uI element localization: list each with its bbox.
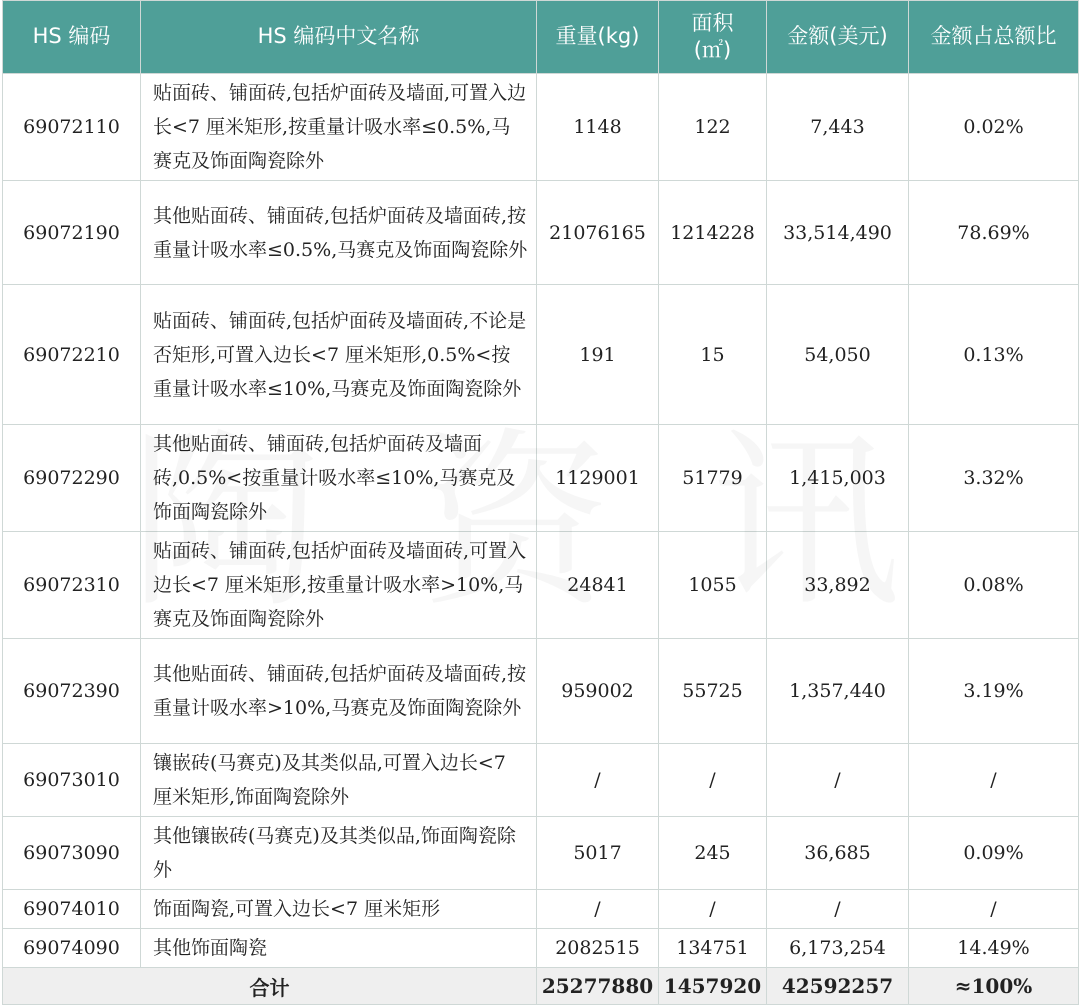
table-row [3,744,1079,817]
cell-code: 69072190 [3,181,141,285]
cell-area: 245 [659,817,767,890]
cell-weight: 5017 [537,817,659,890]
cell-weight: / [537,890,659,929]
cell-code: 69072210 [3,285,141,425]
cell-share: / [909,744,1079,817]
table-row [3,181,1079,285]
cell-area: 134751 [659,929,767,968]
table-row [3,890,1079,929]
cell-code: 69074010 [3,890,141,929]
header-hs-name: HS 编码中文名称 [141,1,537,74]
cell-share: 78.69% [909,181,1079,285]
table-row [3,929,1079,968]
cell-amount: 33,892 [767,532,909,639]
cell-weight: 24841 [537,532,659,639]
total-amount: 42592257 [767,968,909,1005]
header-weight: 重量(kg) [537,1,659,74]
cell-share: 3.32% [909,425,1079,532]
cell-code: 69074090 [3,929,141,968]
table-row [3,425,1079,532]
cell-name: 其他贴面砖、铺面砖,包括炉面砖及墙面砖,0.5%<按重量计吸水率≤10%,马赛克及饰面陶瓷除外 [141,425,537,532]
cell-amount: 54,050 [767,285,909,425]
cell-area: 1055 [659,532,767,639]
cell-amount: / [767,890,909,929]
total-share: ≈100% [909,968,1079,1005]
cell-share: 14.49% [909,929,1079,968]
cell-amount: 36,685 [767,817,909,890]
cell-code: 69072310 [3,532,141,639]
cell-amount: 1,357,440 [767,639,909,744]
table-row [3,817,1079,890]
cell-weight: 1129001 [537,425,659,532]
cell-amount: 7,443 [767,74,909,181]
cell-amount: 33,514,490 [767,181,909,285]
cell-share: 0.02% [909,74,1079,181]
total-weight: 25277880 [537,968,659,1005]
cell-name: 其他贴面砖、铺面砖,包括炉面砖及墙面砖,按重量计吸水率>10%,马赛克及饰面陶瓷除外 [141,639,537,744]
cell-weight: 191 [537,285,659,425]
cell-weight: 2082515 [537,929,659,968]
cell-name: 饰面陶瓷,可置入边长<7 厘米矩形 [141,890,537,929]
cell-name: 其他镶嵌砖(马赛克)及其类似品,饰面陶瓷除外 [141,817,537,890]
hs-code-table [2,0,1079,1005]
table-row [3,532,1079,639]
cell-area: 55725 [659,639,767,744]
cell-code: 69073090 [3,817,141,890]
cell-share: 3.19% [909,639,1079,744]
cell-code: 69072290 [3,425,141,532]
cell-code: 69072110 [3,74,141,181]
cell-share: / [909,890,1079,929]
table-row [3,74,1079,181]
cell-name: 贴面砖、铺面砖,包括炉面砖及墙面,可置入边长<7 厘米矩形,按重量计吸水率≤0.5%,马赛克及饰面陶瓷除外 [141,74,537,181]
cell-area: 51779 [659,425,767,532]
cell-code: 69072390 [3,639,141,744]
cell-amount: 1,415,003 [767,425,909,532]
cell-area: / [659,744,767,817]
cell-area: 1214228 [659,181,767,285]
cell-area: 15 [659,285,767,425]
header-share: 金额占总额比 [909,1,1079,74]
table-header-row [3,1,1079,74]
header-amount: 金额(美元) [767,1,909,74]
cell-amount: / [767,744,909,817]
cell-share: 0.09% [909,817,1079,890]
total-row [3,968,1079,1005]
table-row [3,285,1079,425]
cell-area: 122 [659,74,767,181]
total-label: 合计 [3,968,537,1005]
cell-area: / [659,890,767,929]
cell-name: 贴面砖、铺面砖,包括炉面砖及墙面砖,可置入边长<7 厘米矩形,按重量计吸水率>10%,马赛克及饰面陶瓷除外 [141,532,537,639]
total-area: 1457920 [659,968,767,1005]
header-area-line1: 面积 [691,10,734,35]
cell-name: 其他贴面砖、铺面砖,包括炉面砖及墙面砖,按重量计吸水率≤0.5%,马赛克及饰面陶瓷除外 [141,181,537,285]
cell-weight: 1148 [537,74,659,181]
cell-weight: / [537,744,659,817]
cell-code: 69073010 [3,744,141,817]
cell-share: 0.08% [909,532,1079,639]
cell-name: 其他饰面陶瓷 [141,929,537,968]
cell-name: 镶嵌砖(马赛克)及其类似品,可置入边长<7 厘米矩形,饰面陶瓷除外 [141,744,537,817]
cell-amount: 6,173,254 [767,929,909,968]
cell-weight: 21076165 [537,181,659,285]
header-area-line2: (㎡) [693,38,732,62]
cell-share: 0.13% [909,285,1079,425]
cell-weight: 959002 [537,639,659,744]
header-hs-code: HS 编码 [3,1,141,74]
table-row [3,639,1079,744]
cell-name: 贴面砖、铺面砖,包括炉面砖及墙面砖,不论是否矩形,可置入边长<7 厘米矩形,0.5%<按重量计吸水率≤10%,马赛克及饰面陶瓷除外 [141,285,537,425]
header-area [659,1,767,74]
